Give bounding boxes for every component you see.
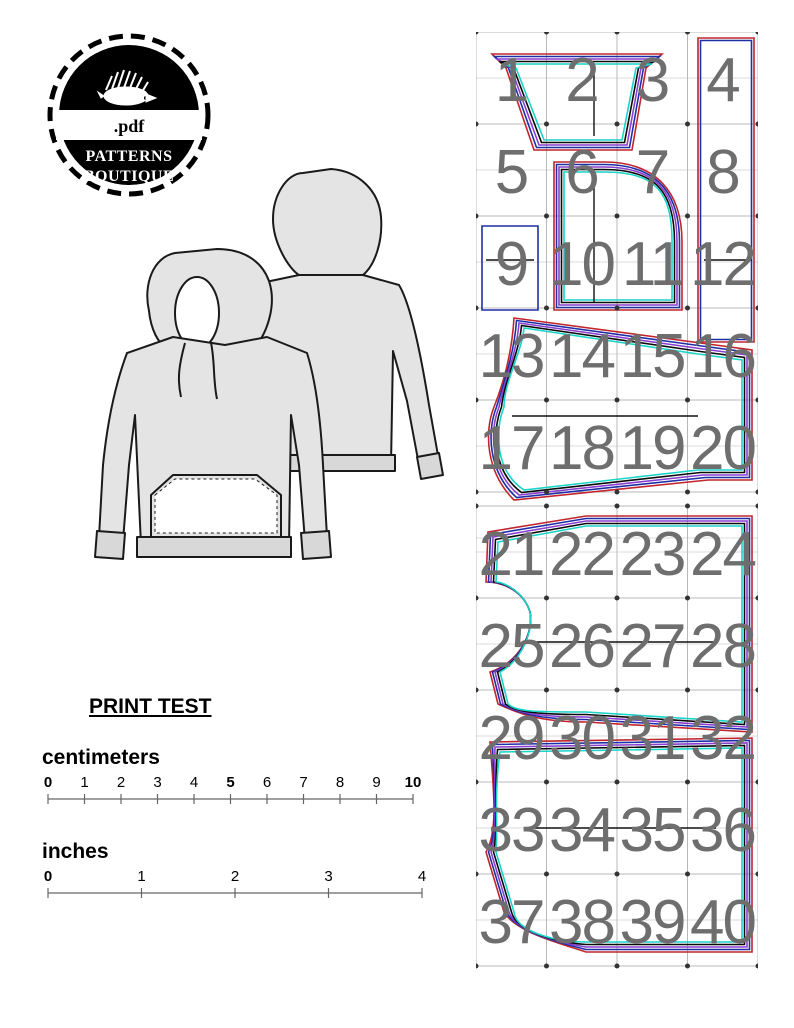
inch-tick-label: 2 [230, 868, 240, 885]
tile-number: 37 [478, 888, 544, 957]
centimeter-tick-label: 0 [43, 774, 53, 791]
tile-number: 15 [619, 322, 685, 391]
logo-pdf-text: .pdf [113, 116, 145, 136]
tile-number: 2 [565, 46, 598, 115]
tile-number: 19 [619, 414, 685, 483]
tile-number: 20 [690, 414, 755, 483]
logo-patterns-text: PATTERNS [85, 148, 173, 165]
tile-number: 14 [549, 322, 614, 391]
tile-number: 3 [635, 46, 669, 115]
centimeter-ruler [40, 772, 430, 812]
tile-number: 25 [478, 612, 544, 681]
tile-number: 17 [478, 414, 544, 483]
tile-number: 26 [549, 612, 614, 681]
tile-number: 6 [565, 138, 598, 207]
tile-number: 24 [690, 520, 755, 589]
tile-number: 31 [619, 704, 685, 773]
tile-number: 21 [478, 520, 544, 589]
tile-number: 12 [690, 230, 755, 299]
tile-number: 29 [478, 704, 544, 773]
tile-number: 1 [494, 46, 528, 115]
tile-number: 22 [549, 520, 614, 589]
pattern-tile-layout [476, 32, 758, 976]
tile-number: 32 [690, 704, 755, 773]
tile-number: 9 [494, 230, 528, 299]
centimeter-tick-label: 6 [262, 774, 272, 791]
centimeter-tick-label: 5 [226, 774, 235, 791]
centimeter-tick-label: 7 [299, 774, 308, 791]
logo-boutique-text: BOUTIQUE [83, 168, 175, 185]
tile-number: 18 [549, 414, 614, 483]
tile-number: 35 [619, 796, 685, 865]
hoodie-illustration [55, 165, 455, 565]
tile-number: 38 [549, 888, 614, 957]
tile-number: 30 [549, 704, 614, 773]
tile-number: 40 [690, 888, 755, 957]
centimeter-tick-label: 10 [404, 774, 422, 791]
tile-number: 13 [478, 322, 544, 391]
tile-number: 34 [549, 796, 614, 865]
inch-tick-label: 4 [417, 868, 427, 885]
inches-label: inches [42, 840, 109, 863]
tile-number: 33 [478, 796, 544, 865]
tile-number: 4 [706, 46, 739, 115]
tile-number: 8 [706, 138, 739, 207]
tile-number: 16 [690, 322, 755, 391]
inch-tick-label: 0 [43, 868, 53, 885]
inch-tick-label: 1 [137, 868, 146, 885]
tile-number: 36 [690, 796, 755, 865]
tile-number: 27 [619, 612, 685, 681]
centimeter-tick-label: 3 [153, 774, 162, 791]
tile-number: 7 [635, 138, 669, 207]
centimeter-tick-label: 2 [116, 774, 126, 791]
centimeter-tick-label: 1 [80, 774, 89, 791]
centimeter-tick-label: 4 [189, 774, 199, 791]
centimeters-label: centimeters [42, 746, 160, 769]
tile-number: 28 [690, 612, 755, 681]
tile-number: 10 [549, 230, 614, 299]
tile-number: 11 [621, 230, 683, 299]
inch-tick-label: 3 [324, 868, 333, 885]
centimeter-tick-label: 8 [335, 774, 345, 791]
tile-number: 39 [619, 888, 685, 957]
tile-number: 5 [494, 138, 528, 207]
inch-ruler [40, 866, 430, 906]
centimeter-tick-label: 9 [372, 774, 381, 791]
hoodie-drawing [55, 165, 455, 565]
print-test-title: PRINT TEST [89, 695, 212, 718]
tile-number: 23 [619, 520, 685, 589]
